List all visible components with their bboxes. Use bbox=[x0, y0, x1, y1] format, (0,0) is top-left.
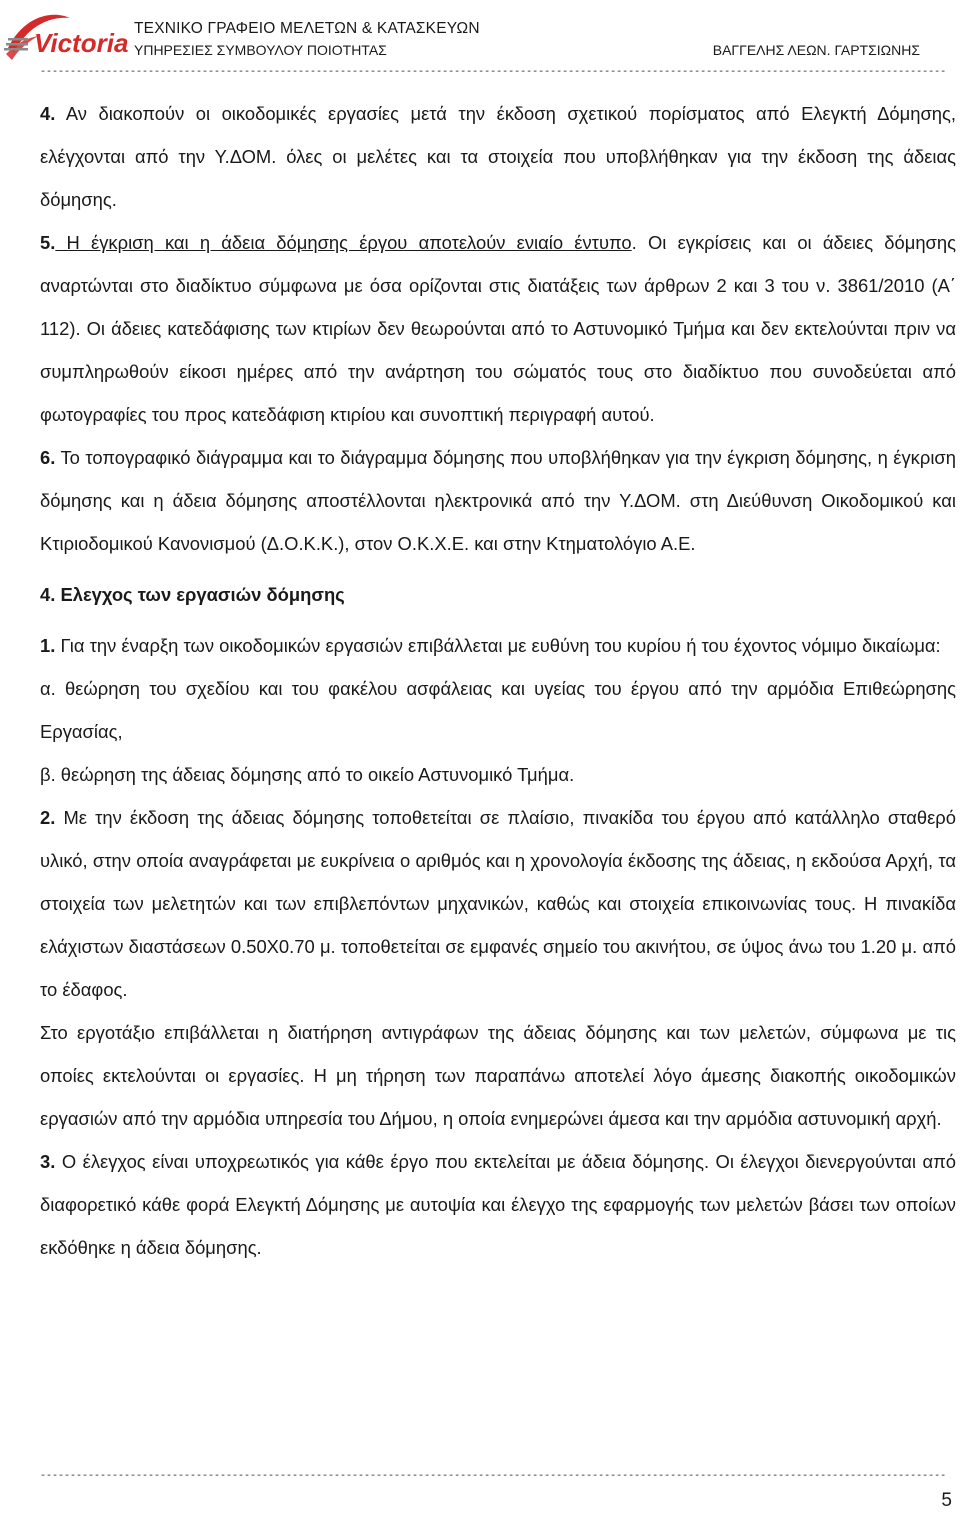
paragraph-text: Αν διακοπούν οι οικοδομικές εργασίες μετά την έκδοση σχετικού πορίσματος από Ελεγκτή Δόμησης, ελέγχονται από την Υ.ΔΟΜ. όλες οι μελέτες και τα στοιχεία που υποβλήθηκαν για την έκδοση της άδειας δόμησης. bbox=[40, 103, 956, 210]
logo-text: Victoria bbox=[34, 28, 129, 58]
section-heading: 4. Ελεγχος των εργασιών δόμησης bbox=[40, 584, 345, 605]
paragraph-text: Ο έλεγχος είναι υποχρεωτικός για κάθε έργο που εκτελείται με άδεια δόμησης. Οι έλεγχοι διενεργούνται από διαφορετικό κάθε φορά Ελεγκτή Δόμησης με αυτοψία και έλεγχο της εφαρμογής των μελετών βάσει των οποίων εκδόθηκε η άδεια δόμησης. bbox=[40, 1151, 956, 1258]
paragraph-text: Με την έκδοση της άδειας δόμησης τοποθετείται σε πλαίσιο, πινακίδα του έργου από κατάλληλο σταθερό υλικό, στην οποία αναγράφεται με ευκρίνεια ο αριθμός και η χρονολογία έκδοσης της άδειας, η εκδούσα Αρχή, τα στοιχεία των μελετητών και των επιβλεπόντων μηχανικών, καθώς και στοιχεία επικοινωνίας τους. Η πινακίδα ελάχιστων διαστάσεων 0.50Χ0.70 μ. τοποθετείται σε εμφανές σημείο του ακινήτου, σε ύψος άνω του 1.20 μ. από το έδαφος. bbox=[40, 807, 956, 1000]
paragraph-text: Για την έναρξη των οικοδομικών εργασιών επιβάλλεται με ευθύνη του κυρίου ή του έχοντος νόμιμο δικαίωμα: bbox=[55, 635, 941, 656]
paragraph-number: 3. bbox=[40, 1151, 56, 1172]
section-paragraph-2-continued: Στο εργοτάξιο επιβάλλεται η διατήρηση αντιγράφων της άδειας δόμησης και των μελετών, σύμφωνα με τις οποίες εκτελούνται οι εργασίες. Η μη τήρηση των παραπάνω αποτελεί λόγο άμεσης διακοπής οικοδομικών εργασιών από την αρμόδια υπηρεσία του Δήμου, η οποία ενημερώνει άμεσα και την αρμόδια αστυνομική αρχή. bbox=[40, 1022, 956, 1129]
paragraph-number: 1. bbox=[40, 635, 56, 656]
section-paragraph-2 bbox=[40, 796, 956, 1011]
page-number: 5 bbox=[941, 1490, 952, 1511]
paragraph-number: 2. bbox=[40, 807, 56, 828]
header-separator: ------------------------------------------------------------------------------------------------------------------------------------------------------- bbox=[40, 68, 947, 78]
paragraph-number: 6. bbox=[40, 447, 56, 468]
underlined-text: Η έγκριση και η άδεια δόμησης έργου αποτελούν ενιαίο έντυπο bbox=[55, 232, 632, 253]
list-item-a: α. θεώρηση του σχεδίου και του φακέλου ασφάλειας και υγείας του έργου από την αρμόδια Επιθεώρησης Εργασίας, bbox=[40, 678, 956, 742]
paragraph-4 bbox=[40, 92, 956, 221]
section-paragraph-3 bbox=[40, 1140, 956, 1269]
list-item-b: β. θεώρηση της άδειας δόμησης από το οικείο Αστυνομικό Τμήμα. bbox=[40, 764, 575, 785]
header-services-line: ΥΠΗΡΕΣΙΕΣ ΣΥΜΒΟΥΛΟΥ ΠΟΙΟΤΗΤΑΣ bbox=[134, 42, 387, 58]
paragraph-6 bbox=[40, 436, 956, 565]
section-paragraph-1 bbox=[40, 624, 956, 667]
paragraph-text: . Οι εγκρίσεις και οι άδειες δόμησης αναρτώνται στο διαδίκτυο σύμφωνα με όσα ορίζονται στις διατάξεις των άρθρων 2 και 3 του ν. 3861/2010 (Α΄ 112). Οι άδειες κατεδάφισης των κτιρίων δεν θεωρούνται από το Αστυνομικό Τμήμα και δεν εκτελούνται πριν να συμπληρωθούν είκοσι ημέρες από την ανάρτηση του σώματός τους στο διαδίκτυο που συνοδεύεται από φωτογραφίες του προς κατεδάφιση κτιρίου και συνοπτική περιγραφή αυτού. bbox=[40, 232, 956, 425]
victoria-logo bbox=[4, 8, 130, 66]
header-author: ΒΑΓΓΕΛΗΣ ΛΕΩΝ. ΓΑΡΤΣΙΩΝΗΣ bbox=[712, 42, 920, 58]
paragraph-text: Το τοπογραφικό διάγραμμα και το διάγραμμα δόμησης που υποβλήθηκαν για την έγκριση δόμησης, η έγκριση δόμησης και η άδεια δόμησης αποστέλλονται ηλεκτρονικά από την Υ.ΔΟΜ. στη Διεύθυνση Οικοδομικού και Κτιριοδομικού Κανονισμού (Δ.Ο.Κ.Κ.), στον Ο.Κ.Χ.Ε. και στην Κτηματολόγιο Α.Ε. bbox=[40, 447, 956, 554]
page-header bbox=[0, 0, 960, 80]
header-company-line: ΤΕΧΝΙΚΟ ΓΡΑΦΕΙΟ ΜΕΛΕΤΩΝ & ΚΑΤΑΣΚΕΥΩΝ bbox=[134, 20, 480, 37]
paragraph-number: 4. bbox=[40, 103, 56, 124]
footer-separator: ------------------------------------------------------------------------------------------------------------------------------------------------------- bbox=[40, 1472, 947, 1482]
paragraph-number: 5. bbox=[40, 232, 56, 253]
paragraph-5 bbox=[40, 221, 956, 436]
document-body bbox=[40, 92, 956, 1269]
